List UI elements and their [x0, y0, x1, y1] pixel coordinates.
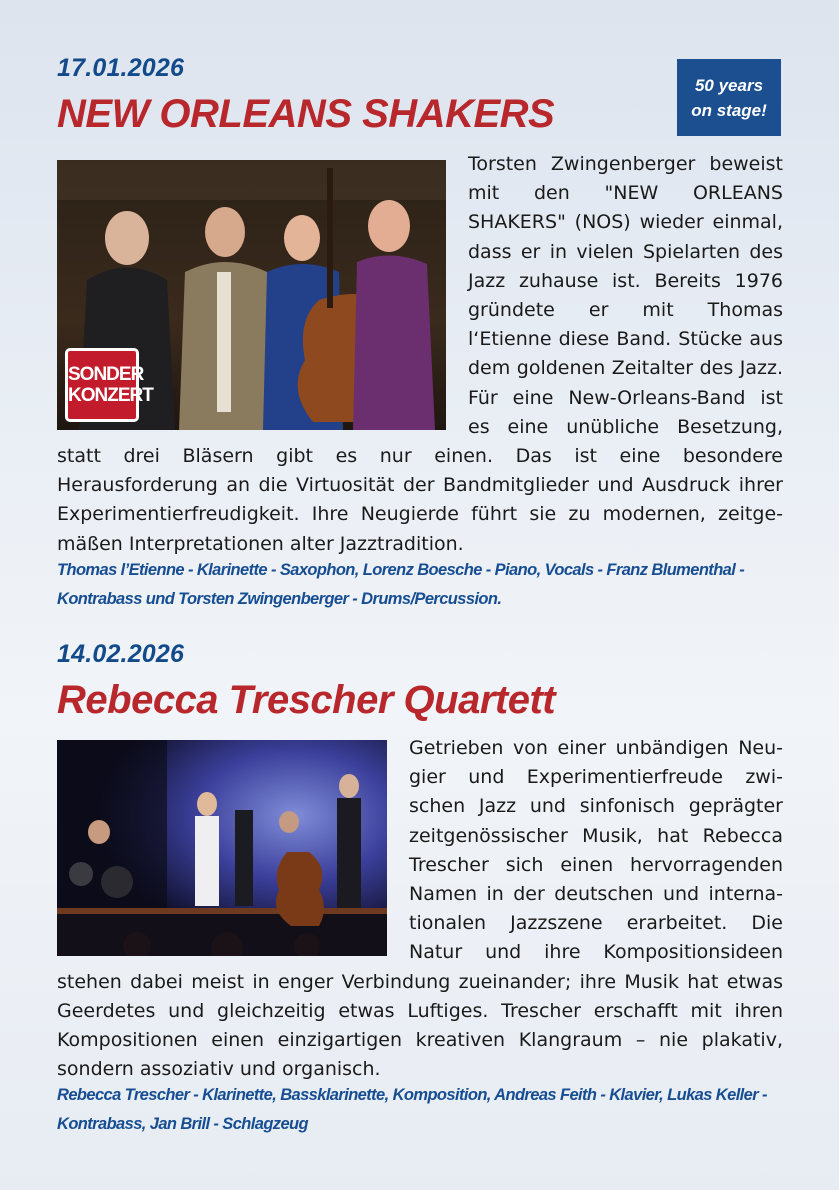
badge-line: 50 years — [694, 75, 764, 95]
event-title: Rebecca Trescher Quartett — [57, 678, 556, 722]
badge-line: on stage! — [691, 100, 767, 120]
band-photo-image — [57, 740, 387, 956]
event-credits: Rebecca Trescher - Klarinette, Bassklarinette, Komposition, Andreas Feith - Klavier, Lukas Keller - Kontrabass, Jan Brill - Schlagzeug — [57, 1086, 767, 1133]
band-photo — [57, 160, 446, 430]
event-date: 17.01.2026 — [57, 54, 185, 82]
event-description — [57, 734, 783, 1084]
event-description — [57, 150, 783, 559]
anniversary-badge — [677, 59, 781, 136]
description-text: Torsten Zwingenberger beweist mit den "NEW ORLEANS SHAKERS" (NOS) wieder einmal, dass er in vielen Spielarten des Jazz zuhause ist. Bereits 1976 gründete er mit Thomas l‘Etienne diese Band. Stücke aus dem goldenen Zeitalter des Jazz. Für eine New-Orleans-Band ist es eine unübliche Besetzung, statt drei Bläsern gibt es nur einen. Das ist eine besondere Herausforderung an die Virtuosität der Bandmitglieder und Ausdruck ihrer Experimentierfreudigkeit. Ihre Neugierde führt sie zu modernen, zeitgemäßen Interpretationen alter Jazztradition. — [57, 153, 783, 555]
sonderkonzert-stamp — [65, 348, 153, 422]
band-photo — [57, 740, 387, 956]
event-title: NEW ORLEANS SHAKERS — [57, 92, 555, 136]
stamp-line: KONZERT — [68, 385, 153, 406]
event-credits: Thomas l’Etienne - Klarinette - Saxophon, Lorenz Boesche - Piano, Vocals - Franz Blumenthal - Kontrabass und Torsten Zwingenberger - Drums/Percussion. — [57, 561, 745, 608]
event-date: 14.02.2026 — [57, 640, 185, 668]
description-text: Getrieben von einer unbändigen Neugier und Experimentierfreude zwischen Jazz und sinfonisch geprägter zeitgenössischer Musik, hat Rebecca Trescher sich einen hervorragenden Namen in der deutschen und internationalen Jazzszene erarbeitet. Die Natur und ihre Kompositionsideen stehen dabei meist in enger Verbindung zueinander; ihre Musik hat etwas Geerdetes und gleichzeitig etwas Luftiges. Trescher erschafft mit ihren Kompositionen einen einzigartigen kreativen Klangraum – nie plakativ, sondern assoziativ und organisch. — [57, 737, 783, 1081]
stamp-line: SONDER — [68, 364, 144, 385]
